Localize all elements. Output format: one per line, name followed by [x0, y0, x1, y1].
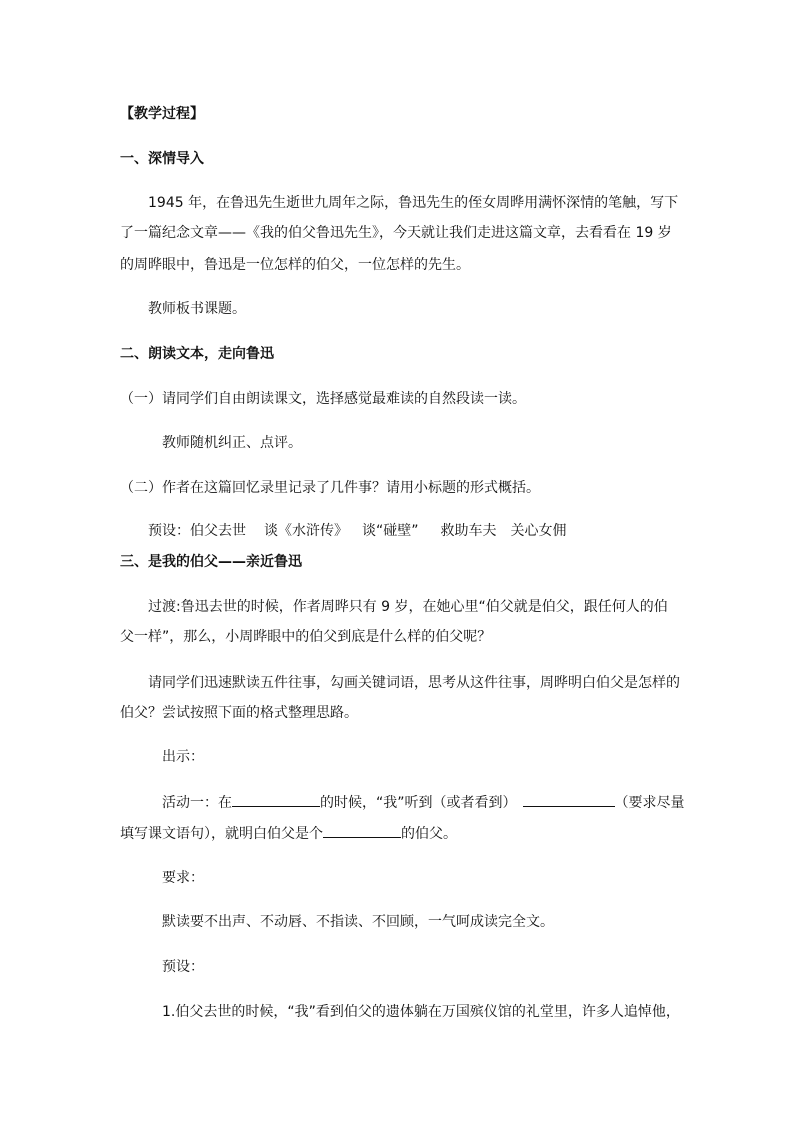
question-1-note: 教师随机纠正、点评。 — [162, 435, 302, 451]
preset-item: 关心女佣 — [510, 523, 567, 539]
transition-line-2: 父一样”，那么，小周晔眼中的伯父到底是什么样的伯父呢？ — [120, 629, 492, 645]
activity-text: 填写课文语句），就明白伯父是个 — [120, 826, 323, 842]
section-title: 【教学过程】 — [120, 106, 204, 122]
preset-label-2: 预设： — [162, 959, 204, 975]
preset-answer-1: 1.伯父去世的时候，“我”看到伯父的遗体躺在万国殡仪馆的礼堂里，许多人追悼他， — [162, 1004, 680, 1020]
board-note: 教师板书课题。 — [148, 301, 246, 317]
heading-intro: 一、深情导入 — [120, 151, 204, 167]
question-2: （二）作者在这篇回忆录里记录了几件事？请用小标题的形式概括。 — [120, 480, 540, 496]
activity-text: 活动一：在 — [162, 795, 232, 811]
fill-blank-quote[interactable] — [523, 792, 615, 807]
activity-text: （要求尽量 — [614, 795, 685, 811]
preset-titles-row — [148, 521, 567, 541]
transition-line-1: 过渡:鲁迅去世的时候，作者周晔只有 9 岁，在她心里“伯父就是伯父，跟任何人的伯 — [148, 599, 668, 615]
task-line-1: 请同学们迅速默读五件往事，勾画关键词语，思考从这件往事，周晔明白伯父是怎样的 — [148, 675, 680, 691]
intro-paragraph-line-2: 了一篇纪念文章——《我的伯父鲁迅先生》，今天就让我们走进这篇文章，去看看在 19 岁 — [120, 225, 672, 241]
question-1: （一）请同学们自由朗读课文，选择感觉最难读的自然段读一读。 — [120, 391, 526, 407]
preset-item: 谈《水浒传》 — [264, 523, 348, 539]
activity-line-1 — [162, 792, 685, 813]
requirement-text: 默读要不出声、不动唇、不指读、不回顾，一气呵成读完全文。 — [162, 914, 554, 930]
activity-text: 的时候，“我”听到（或者看到） — [320, 795, 517, 811]
preset-item: 救助车夫 — [440, 523, 497, 539]
intro-paragraph-line-3: 的周晔眼中，鲁迅是一位怎样的伯父，一位怎样的先生。 — [120, 257, 470, 273]
intro-paragraph-line-1: 1945 年，在鲁迅先生逝世九周年之际，鲁迅先生的侄女周晔用满怀深情的笔触，写下 — [148, 195, 679, 211]
activity-line-2 — [120, 823, 457, 844]
fill-blank-uncle[interactable] — [323, 823, 401, 838]
heading-uncle: 三、是我的伯父——亲近鲁迅 — [120, 554, 302, 570]
preset-item: 谈“碰壁” — [362, 523, 419, 539]
requirement-label: 要求： — [162, 870, 204, 886]
preset-label: 预设： — [148, 523, 190, 539]
show-label: 出示： — [162, 749, 204, 765]
task-line-2: 伯父？尝试按照下面的格式整理思路。 — [120, 705, 358, 721]
activity-text: 的伯父。 — [401, 826, 457, 842]
fill-blank-time[interactable] — [232, 792, 320, 807]
preset-item: 伯父去世 — [190, 523, 246, 539]
heading-reading: 二、朗读文本，走向鲁迅 — [120, 346, 274, 362]
